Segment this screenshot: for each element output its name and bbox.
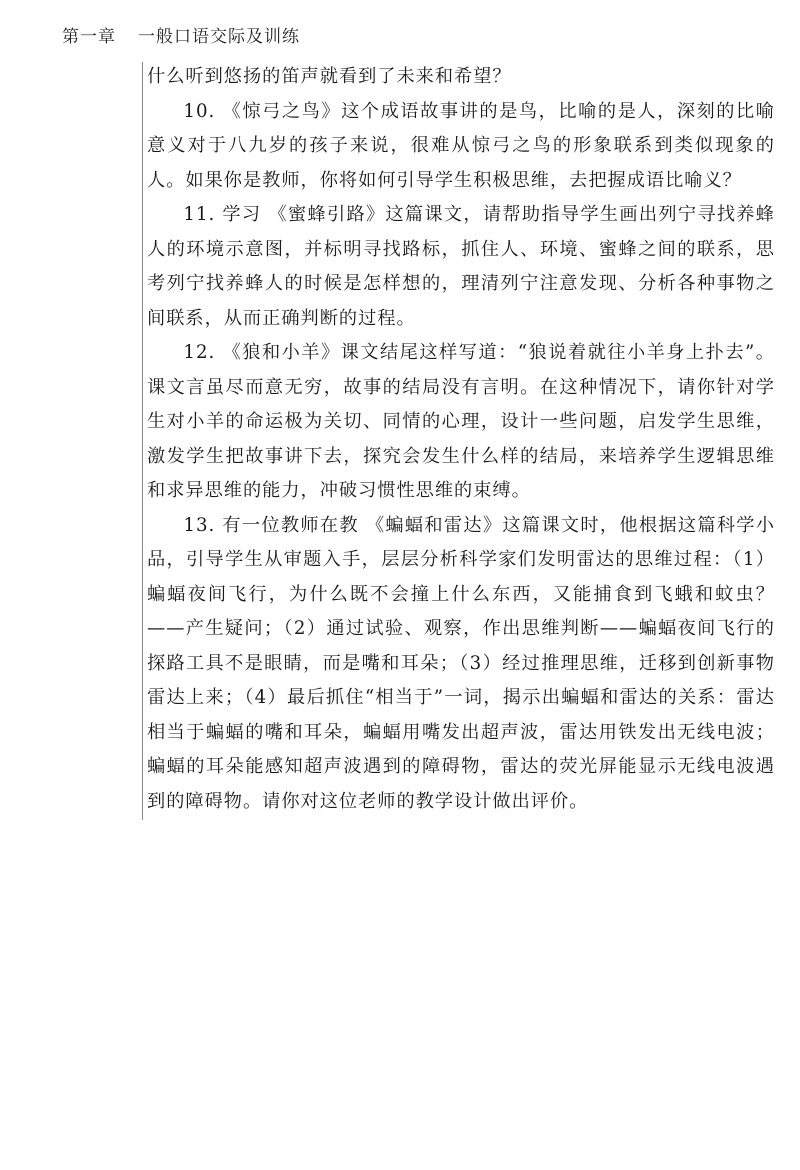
chapter-label: 第一章 xyxy=(62,27,116,47)
question-13: 13. 有一位教师在教 《蝙蝠和雷达》这篇课文时，他根据这篇科学小品，引导学生从审题入手，层层分析科学家们发明雷达的思维过程：（1）蝙蝠夜间飞行，为什么既不会撞上什么东西，又能捕食到飞蛾和蚊虫？——产生疑问；（2）通过试验、观察，作出思维判断——蝙蝠夜间飞行的探路工具不是眼睛，而是嘴和耳朵；（3）经过推理思维，迁移到创新事物雷达上来；（4）最后抓住“相当于”一词，揭示出蝙蝠和雷达的关系：雷达相当于蝙蝠的嘴和耳朵，蝙蝠用嘴发出超声波，雷达用铁发出无线电波；蝙蝠的耳朵能感知超声波遇到的障碍物，雷达的荧光屏能显示无线电波遇到的障碍物。请你对这位老师的教学设计做出评价。 xyxy=(147,514,775,812)
running-header xyxy=(62,22,300,47)
chapter-title: 一般口语交际及训练 xyxy=(138,27,300,47)
margin-rule xyxy=(142,62,143,820)
body-text xyxy=(147,60,775,819)
paragraph-continuation: 什么听到悠扬的笛声就看到了未来和希望？ xyxy=(147,66,512,87)
question-10: 10. 《惊弓之鸟》这个成语故事讲的是鸟，比喻的是人，深刻的比喻意义对于八九岁的孩子来说，很难从惊弓之鸟的形象联系到类似现象的人。如果你是教师，你将如何引导学生积极思维，去把握成语比喻义？ xyxy=(147,100,775,191)
question-11: 11. 学习 《蜜蜂引路》这篇课文，请帮助指导学生画出列宁寻找养蜂人的环境示意图，并标明寻找路标，抓住人、环境、蜜蜂之间的联系，思考列宁找养蜂人的时候是怎样想的，理清列宁注意发现、分析各种事物之间联系，从而正确判断的过程。 xyxy=(147,204,775,329)
question-12: 12. 《狼和小羊》课文结尾这样写道：“狼说着就往小羊身上扑去”。课文言虽尽而意无穷，故事的结局没有言明。在这种情况下，请你针对学生对小羊的命运极为关切、同情的心理，设计一些问题，启发学生思维，激发学生把故事讲下去，探究会发生什么样的结局，来培养学生逻辑思维和求异思维的能力，冲破习惯性思维的束缚。 xyxy=(147,342,775,501)
